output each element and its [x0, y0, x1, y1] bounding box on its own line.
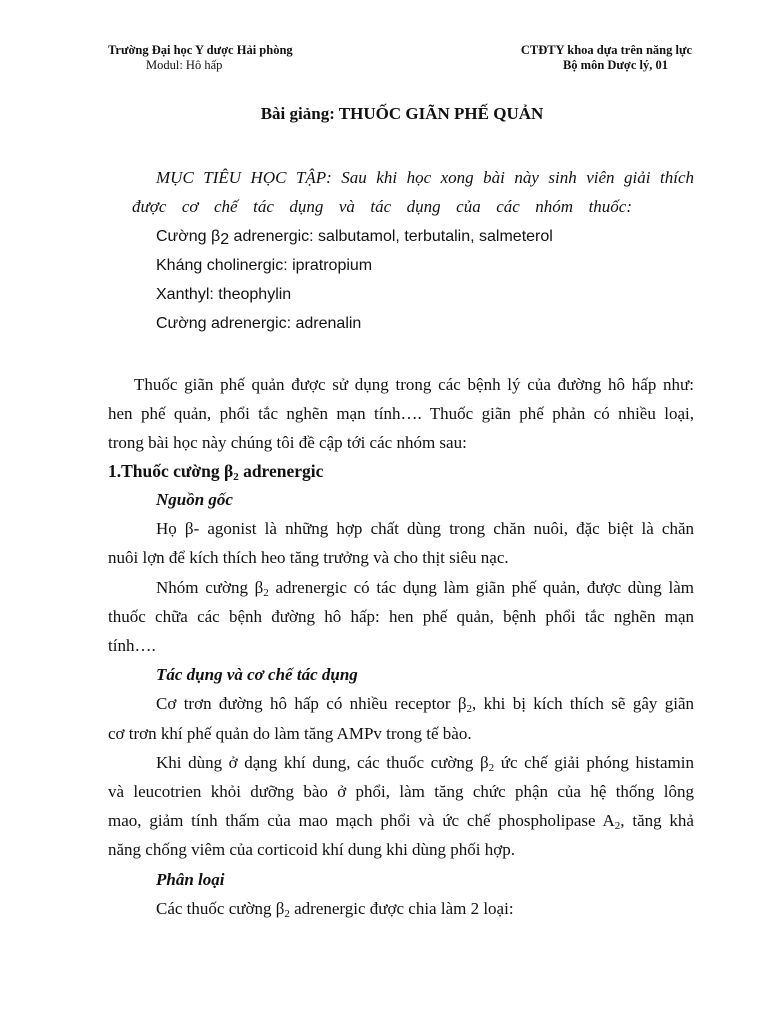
header-module: Modul: Hô hấp	[146, 58, 223, 72]
intro-line-1: Thuốc giãn phế quản được sử dụng trong các bệnh lý của đường hô hấp như:	[134, 375, 694, 394]
effect-p2-line-2: và leucotrien khỏi dưỡng bào ở phổi, làm tăng chức phận của hệ thống lông	[108, 782, 694, 801]
classification-line: Các thuốc cường $\beta_2$ adrenergic được chia làm 2 loại:	[156, 899, 514, 920]
origin-title: Nguồn gốc	[156, 490, 233, 509]
effect-p1-line-1: Cơ trơn đường hô hấp có nhiều receptor $\beta_2$, khi bị kích thích sẽ gây giãn	[156, 694, 694, 715]
effect-p2-line-1: Khi dùng ở dạng khí dung, các thuốc cường $\beta_2$ ức chế giải phóng histamin	[156, 753, 694, 774]
header-department: Bộ môn Dược lý, 01	[562, 58, 668, 72]
classification-title: Phân loại	[156, 870, 225, 889]
objective-item-1: Cường β2 adrenergic: salbutamol, terbutalin, salmeterol	[156, 228, 553, 248]
origin-p1-line-1: Họ β- agonist là những hợp chất dùng trong chăn nuôi, đặc biệt là chăn	[156, 519, 694, 538]
effect-title: Tác dụng và cơ chế tác dụng	[156, 665, 358, 684]
objective-item-4: Cường adrenergic: adrenalin	[156, 315, 362, 332]
objectives-line-2: được cơ chế tác dụng và tác dụng của các nhóm thuốc:	[132, 197, 632, 216]
objectives-line-1: MỤC TIÊU HỌC TẬP: Sau khi học xong bài này sinh viên giải thích	[156, 168, 694, 187]
effect-p2-line-4: năng chống viêm của corticoid khí dung khi dùng phối hợp.	[108, 840, 516, 859]
header-program: CTĐTY khoa dựa trên năng lực	[520, 43, 692, 57]
origin-p2-line-1: Nhóm cường $\beta_2$ adrenergic có tác dụng làm giãn phế quản, được dùng làm	[156, 578, 694, 599]
header-school-name: Trường Đại học Y dược Hải phòng	[108, 43, 293, 57]
objective-item-3: Xanthyl: theophylin	[156, 286, 292, 303]
intro-line-3: trong bài học này chúng tôi đề cập tới các nhóm sau:	[108, 433, 467, 452]
effect-p1-line-2: cơ trơn khí phế quản do làm tăng AMPv trong tế bào.	[108, 724, 472, 743]
objective-item-2: Kháng cholinergic: ipratropium	[156, 257, 373, 274]
origin-p2-line-3: tính….	[108, 636, 156, 655]
lecture-title: Bài giảng: THUỐC GIÃN PHẾ QUẢN	[260, 104, 544, 123]
origin-p2-line-2: thuốc chữa các bệnh đường hô hấp: hen phế quản, bệnh phổi tắc nghẽn mạn	[108, 607, 694, 626]
section-1-heading: 1.Thuốc cường $\beta_2$ adrenergic	[108, 461, 324, 483]
intro-line-2: hen phế quản, phổi tắc nghẽn mạn tính…. Thuốc giãn phế phản có nhiều loại,	[108, 404, 694, 423]
origin-p1-line-2: nuôi lợn để kích thích heo tăng trưởng và cho thịt siêu nạc.	[108, 548, 509, 567]
effect-p2-line-3: mao, giảm tính thấm của mao mạch phổi và ức chế phospholipase $A_2$, tăng khả	[108, 811, 694, 832]
